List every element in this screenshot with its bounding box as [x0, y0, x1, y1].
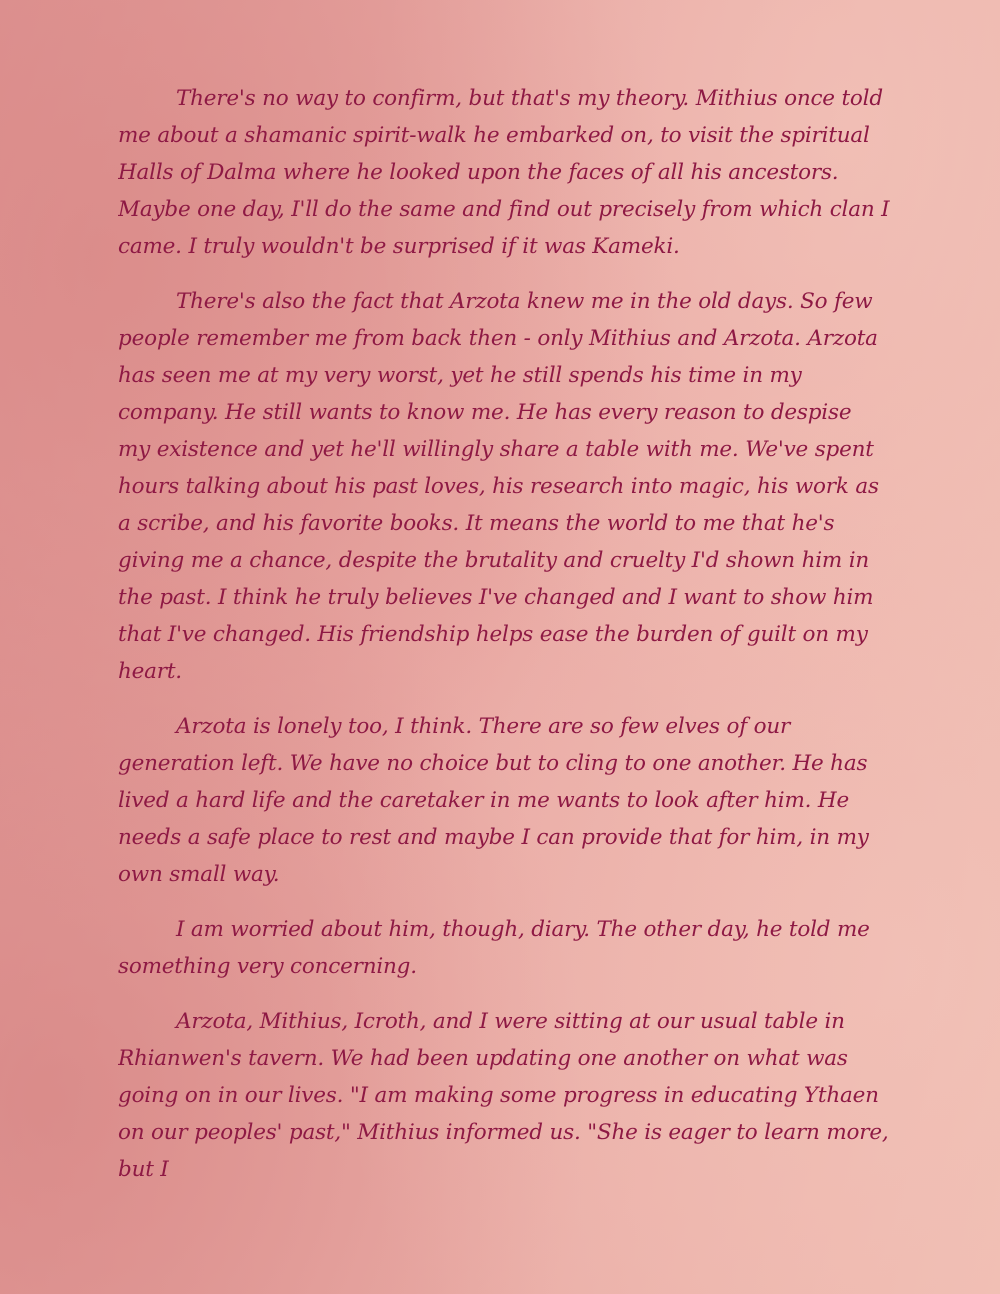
paragraph-2: There's also the fact that Arzota knew me in the old days. So few people remember me from back then - only Mithius and Arzota. Arzota has seen me at my very worst, yet he still spends his time in my company. He still wants to know me. He has every reason to despise my existence and yet he'll willingly share a table with me. We've spent hours talking about his past loves, his research into magic, his work as a scribe, and his favorite books. It means the world to me that he's giving me a chance, despite the brutality and cruelty I'd shown him in the past. I think he truly believes I've changed and I want to show him that I've changed. His friendship helps ease the burden of guilt on my heart. — [118, 289, 879, 684]
paragraph-4: I am worried about him, though, diary. The other day, he told me something very concerning. — [118, 917, 870, 979]
diary-page — [118, 80, 890, 1260]
paragraph-1: There's no way to confirm, but that's my theory. Mithius once told me about a shamanic spirit-walk he embarked on, to visit the spiritual Halls of Dalma where he looked upon the faces of all his ancestors. Maybe one day, I'll do the same and find out precisely from which clan I came. I truly wouldn't be surprised if it was Kameki. — [118, 86, 890, 259]
paragraph-3: Arzota is lonely too, I think. There are so few elves of our generation left. We have no choice but to cling to one another. He has lived a hard life and the caretaker in me wants to look after him. He needs a safe place to rest and maybe I can provide that for him, in my own small way. — [118, 714, 869, 887]
paragraph-5: Arzota, Mithius, Icroth, and I were sitting at our usual table in Rhianwen's tavern. We had been updating one another on what was going on in our lives. "I am making some progress in educating Ythaen on our peoples' past," Mithius informed us. "She is eager to learn more, but I — [118, 1009, 889, 1182]
